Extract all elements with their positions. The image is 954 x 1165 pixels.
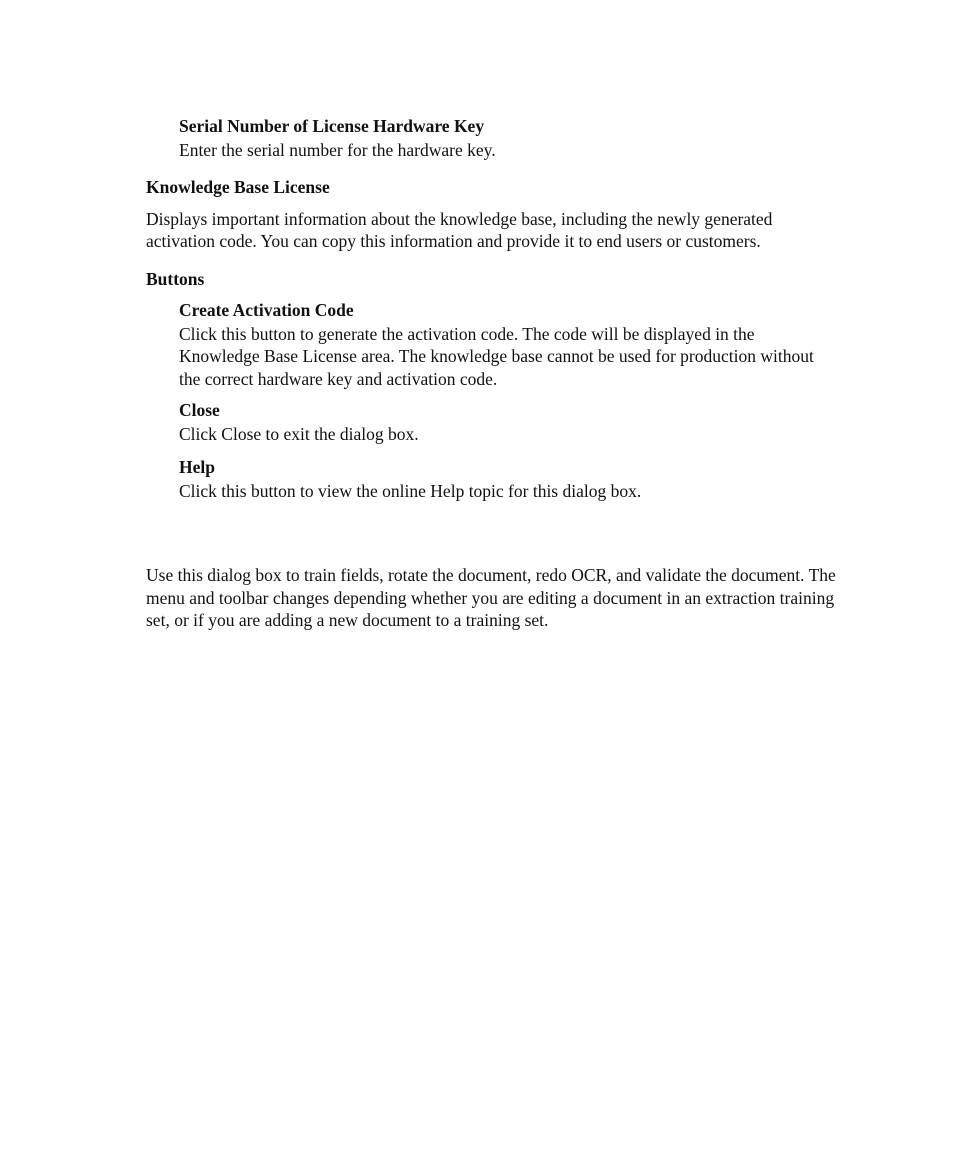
close-entry xyxy=(179,399,836,446)
knowledge-base-license-heading: Knowledge Base License xyxy=(146,176,330,197)
serial-number-description: Enter the serial number for the hardware key. xyxy=(179,140,496,160)
close-description: Click Close to exit the dialog box. xyxy=(179,424,419,444)
serial-number-entry xyxy=(179,115,836,162)
close-term: Close xyxy=(179,400,220,420)
buttons-heading: Buttons xyxy=(146,268,205,289)
serial-number-term: Serial Number of License Hardware Key xyxy=(179,116,485,136)
create-activation-code-term: Create Activation Code xyxy=(179,299,354,320)
intro-paragraph: Use this dialog box to train fields, rotate the document, redo OCR, and validate the document. The menu and toolbar changes depending whether you are editing a document in an extraction training set, or if you are adding a new document to a training set. xyxy=(146,565,836,630)
create-activation-code-entry xyxy=(179,299,836,391)
help-term: Help xyxy=(179,456,215,477)
document-body xyxy=(146,115,836,632)
help-description: Click this button to view the online Help topic for this dialog box. xyxy=(179,480,642,501)
create-activation-code-description: Click this button to generate the activation code. The code will be displayed in the Knowledge Base License area. The knowledge base cannot be used for production without the correct hardware key and activation code. xyxy=(179,323,814,389)
knowledge-base-license-description: Displays important information about the knowledge base, including the newly generated activation code. You can copy this information and provide it to end users or customers. xyxy=(146,208,773,251)
help-entry xyxy=(179,456,836,503)
